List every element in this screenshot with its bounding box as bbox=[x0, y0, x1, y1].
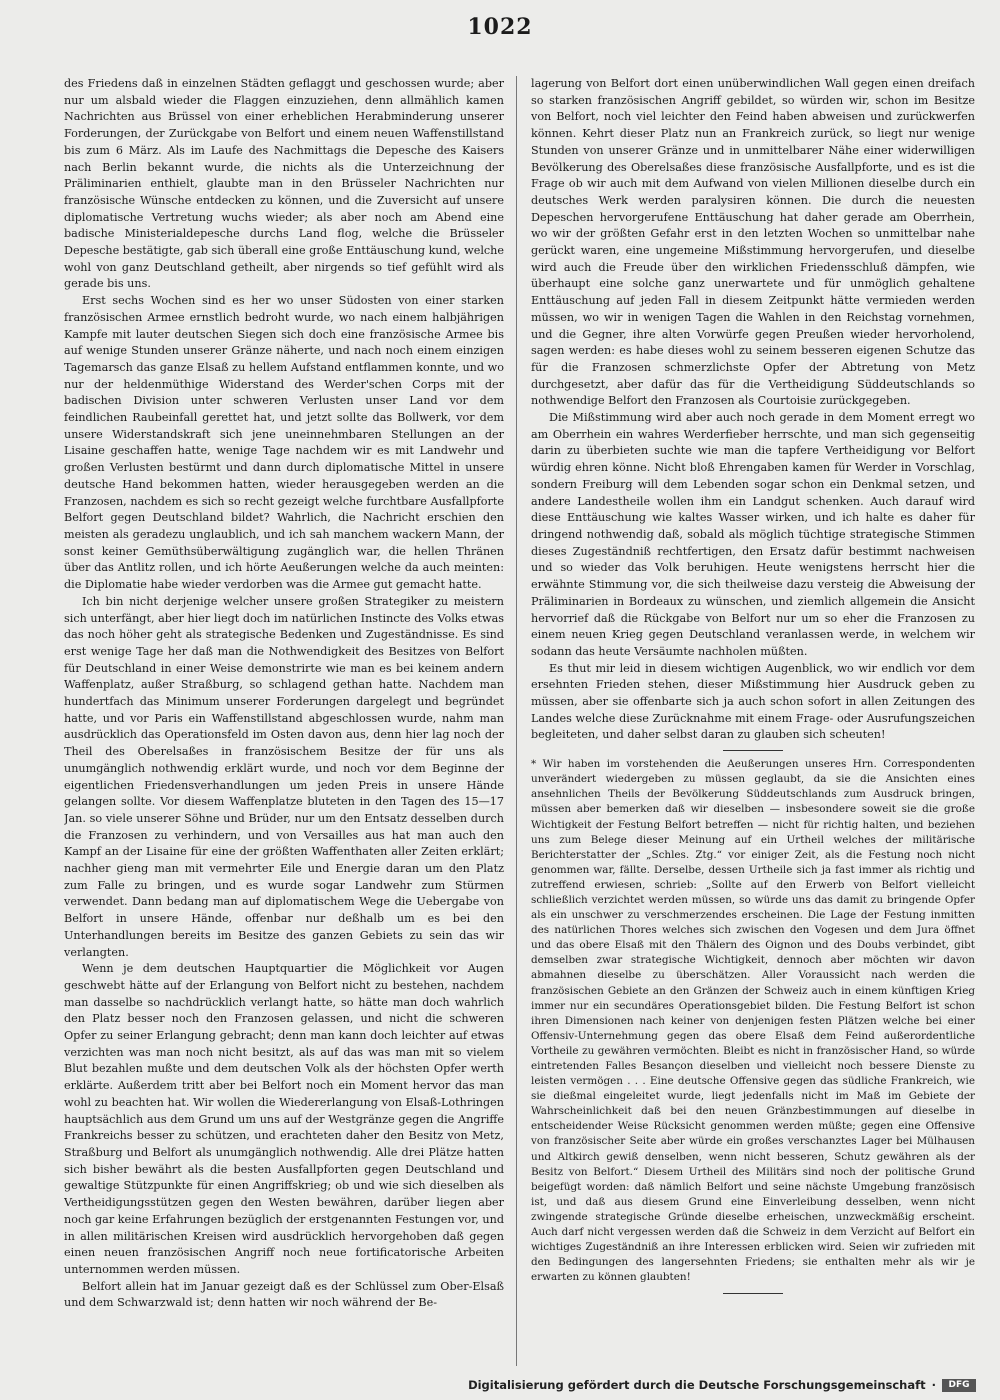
end-rule bbox=[723, 1293, 783, 1294]
paragraph: Belfort allein hat im Januar gezeigt daß es der Schlüssel zum Ober-Elsaß und dem Schwarzwald ist; denn hatten wir noch während der Be- bbox=[64, 1279, 504, 1310]
editorial-footnote: * Wir haben im vorstehenden die Aeußerungen unseres Hrn. Correspondenten unverändert wiedergeben zu müssen geglaubt, da sie die Ansichten eines ansehnlichen Theils der Bevölkerung Süddeutschlands zum Ausdruck bringen, müssen aber bemerken daß wir dieselben — insbesondere soweit sie die große Wichtigkeit der Festung Belfort betreffen — nicht für richtig halten, und beziehen uns zum Belege dieser Meinung auf ein Urtheil welches der militärische Berichterstatter der „Schles. Ztg.“ vor einiger Zeit, als die Festung noch nicht genommen war, fällte. Derselbe, dessen Urtheile sich ja fast immer als richtig und zutreffend erwiesen, schrieb: „Sollte auf den Erwerb von Belfort vielleicht schließlich verzichtet werden müssen, so würde uns das damit zu bringende Opfer als ein unschwer zu verschmerzendes erscheinen. Die Lage der Festung inmitten des natürlichen Thores welches sich zwischen den Vogesen und dem Jura öffnet und das obere Elsaß mit den Thälern des Oignon und des Doubs verbindet, gibt demselben zwar strategische Wichtigkeit, dennoch aber möchten wir davon abmahnen dieselbe zu überschätzen. Aller Voraussicht nach werden die französischen Gebiete an den Gränzen der Schweiz auch in einem künftigen Krieg immer nur ein secundäres Operationsgebiet bilden. Die Festung Belfort ist schon ihren Dimensionen nach keiner von denjenigen festen Plätzen welche bei einer Offensiv-Unternehmung gegen das obere Elsaß dem Feind außerordentliche Vortheile zu gewähren vermöchten. Bleibt es nicht in französischer Hand, so würde eintretenden Falles Besançon dieselben und vielleicht noch bessere Dienste zu leisten vermögen . . . Eine deutsche Offensive gegen das südliche Frankreich, wie sie dießmal eingeleitet wurde, liegt jedenfalls nicht im Maß im Gebiete der Wahrscheinlichkeit daß bei den neuen Gränzbestimmungen auf dieselbe in entscheidender Weise Rücksicht genommen werden müßte; gegen eine Offensive von französischer Seite aber würde ein großes verschanztes Lager bei Mülhausen und Altkirch gewiß denselben, wenn nicht besseren, Schutz gewähren als der Besitz von Belfort.“ Diesem Urtheil des Militärs sind noch der politische Grund beigefügt worden: daß nämlich Belfort und seine nächste Umgebung französisch ist, und daß aus diesem Grund eine Einverleibung desselben, wenn nicht zwingende strategische Gründe dieselbe erheischen, unzweckmäßig erscheint. Auch darf nicht vergessen werden daß die Schweiz in dem Verzicht auf Belfort ein wichtiges Zugeständniß an ihre Interessen erblicken wird. Seien wir zufrieden mit den Bedingungen des langersehnten Friedens; sie enthalten mehr als wir je erwarten zu können glaubten! bbox=[531, 758, 975, 1284]
right-column bbox=[531, 76, 975, 1346]
paragraph: Erst sechs Wochen sind es her wo unser Südosten von einer starken französischen Armee ernstlich bedroht wurde, wo nach einem halbjährigen Kampfe mit lauter deutschen Siegen sich doch eine französische Armee bis auf wenige Stunden unserer Gränze näherte, und nach noch einem einzigen Tagemarsch das ganze Elsaß zu hellem Aufstand entflammen konnte, und wo nur der heldenmüthige Widerstand des Werder'schen Corps mit der badischen Division unter schweren Verlusten unser Land vor dem feindlichen Raubeinfall gerettet hat, und jetzt sollte das Bollwerk, vor dem unsere Widerstandskraft sich jene uneinnehmbaren Stellungen an der Lisaine geschaffen hatte, wenige Tage nachdem wir es mit Landwehr und großen Verlusten bestürmt und dann durch diplomatische Mittel in unsere deutsche Hand bekommen hatten, wieder herausgegeben werden an die Franzosen, nachdem es sich so recht gezeigt welche furchtbare Ausfallpforte Belfort gegen Deutschland bildet? Wahrlich, die Nachricht erschien den meisten als geradezu unglaublich, und ich sah manchem wackern Mann, der sonst keiner Gemüthsüberwältigung zugänglich war, die hellen Thränen über das Antlitz rollen, und ich hörte Aeußerungen welche da auch meinten: die Diplomatie habe wieder verdorben was die Armee gut gemacht hatte. bbox=[64, 294, 504, 592]
column-divider bbox=[516, 76, 517, 1366]
footnote-rule bbox=[723, 750, 783, 751]
credit-text: Digitalisierung gefördert durch die Deutsche Forschungsgemeinschaft bbox=[468, 1378, 926, 1392]
paragraph: lagerung von Belfort dort einen unüberwindlichen Wall gegen einen dreifach so starken französischen Angriff gebildet, so würden wir, schon im Besitze von Belfort, noch viel leichter den Feind haben abweisen und zurückwerfen können. Kehrt dieser Platz nun an Frankreich zurück, so liegt nur wenige Stunden von unserer Gränze und in unmittelbarer Nähe einer widerwilligen Bevölkerung des Oberelsaßes diese französische Ausfallpforte, und es ist die Frage ob wir auch mit dem Aufwand von vielen Millionen dieselbe durch ein deutsches Werk werden paralysiren können. Die durch die neuesten Depeschen hervorgerufene Enttäuschung hat daher gerade am Oberrhein, wo wir der größten Gefahr erst in den letzten Wochen so unmittelbar nahe gerückt waren, eine ungemeine Mißstimmung hervorgerufen, und dieselbe wird auch die Freude über den wirklichen Friedensschluß dämpfen, wie überhaupt eine solche ganz unerwartete und für unmöglich gehaltene Enttäuschung auf jeden Fall in diesem Zeitpunkt hätte vermieden werden müssen, wo wir in wenigen Tagen die Wahlen in den Reichstag vornehmen, und die Gegner, ihre alten Vorwürfe gegen Preußen wieder hervorholend, sagen werden: es habe dieses wohl zu seinem besseren eigenen Schutze das für die Franzosen schmerzlichste Opfer der Abtretung von Metz durchgesetzt, aber dafür das für die Vertheidigung Süddeutschlands so nothwendige Belfort den Franzosen als Courtoisie zurückgegeben. bbox=[531, 77, 975, 408]
digitization-credit: Digitalisierung gefördert durch die Deutsche Forschungsgemeinschaft · DFG bbox=[468, 1378, 976, 1392]
paragraph: Wenn je dem deutschen Hauptquartier die Möglichkeit vor Augen geschwebt hätte auf der Erlangung von Belfort nicht zu bestehen, nachdem man dasselbe so nachdrücklich verlangt hatte, so hätte man doch wahrlich den Platz besser noch den Franzosen gelassen, und nicht die schweren Opfer zu seiner Erlangung gebracht; denn man kann doch leichter auf etwas verzichten was man noch nicht besitzt, als auf das was man mit so vielem Blut bezahlen mußte und dem deutschen Volk als der höchsten Opfer werth erklärte. Außerdem tritt aber bei Belfort noch ein Moment hervor das man wohl zu beachten hat. Wir wollen die Wiedererlangung von Elsaß-Lothringen hauptsächlich aus dem Grund um uns auf der Westgränze gegen die Angriffe Frankreichs besser zu schützen, und erachteten daher den Besitz von Metz, Straßburg und Belfort als unumgänglich nothwendig. Alle drei Plätze hatten sich bisher bewährt als die besten Ausfallpforten gegen Deutschland und gewaltige Stützpunkte für einen Angriffskrieg; ob und wie sich dieselben als Vertheidigungsstützen gegen den Westen bewähren, darüber liegen aber noch gar keine Erfahrungen bezüglich der erstgenannten Festungen vor, und in allen militärischen Kreisen wird ausdrücklich hervorgehoben daß gegen einen neuen französischen Angriff noch neue fortificatorische Arbeiten unternommen werden müssen. bbox=[64, 962, 504, 1276]
dfg-logo-icon: DFG bbox=[942, 1379, 976, 1392]
paragraph: Ich bin nicht derjenige welcher unsere großen Strategiker zu meistern sich unterfängt, aber hier liegt doch im natürlichen Instincte des Volks etwas das noch höher geht als strategische Bedenken und Zugeständnisse. Es sind erst wenige Tage her daß man die Nothwendigkeit des Besitzes von Belfort für Deutschland in einer Weise demonstrirte wie man es bei keinem andern Waffenplatz, außer Straßburg, so schlagend gethan hatte. Nachdem man hundertfach das Minimum unserer Forderungen dargelegt und begründet hatte, und vor Paris ein Waffenstillstand abgeschlossen wurde, nahm man ausdrücklich das Operationsfeld im Osten davon aus, denn hier lag noch der Theil des Oberelsaßes in französischem Besitze der für uns als unumgänglich nothwendig erklärt wurde, und noch vor dem Beginne der eigentlichen Friedensverhandlungen um jeden Preis in unsere Hände gelangen sollte. Vor diesem Waffenplatze bluteten in den Tagen des 15—17 Jan. so viele unserer Söhne und Brüder, nur um den Entsatz desselben durch die Franzosen zu verhindern, und von Versailles aus hat man auch den Kampf an der Lisaine für eine der größten Waffenthaten aller Zeiten erklärt; nachher gieng man mit vermehrter Eile und Energie daran um den Platz zum Falle zu bringen, und es wurde sogar Landwehr zum Stürmen verwendet. Dann bedang man auf diplomatischem Wege die Uebergabe von Belfort in unsere Hände, offenbar nur deßhalb um es bei den Unterhandlungen bereits im Besitze des ganzen Gebiets zu sein das wir verlangten. bbox=[64, 594, 504, 959]
paragraph: des Friedens daß in einzelnen Städten geflaggt und geschossen wurde; aber nur um alsbald wieder die Flaggen einzuziehen, denn allmählich kamen Nachrichten aus Brüssel von einer erheblichen Herabminderung unserer Forderungen, der Zurückgabe von Belfort und einem neuen Waffenstillstand bis zum 6 März. Als im Laufe des Nachmittags die Depesche des Kaisers nach Berlin bekannt wurde, die nichts als die Unterzeichnung der Präliminarien enthielt, glaubte man in den Brüsseler Nachrichten nur französische Wünsche entdecken zu können, und die Zuversicht auf unsere diplomatische Vertretung wuchs wieder; als aber noch am Abend eine badische Ministerialdepesche durchs Land flog, welche die Brüsseler Depesche bestätigte, gab sich überall eine große Enttäuschung kund, welche wohl von ganz Deutschland getheilt, aber nirgends so tief gefühlt wird als gerade bis uns. bbox=[64, 77, 504, 291]
paragraph: Es thut mir leid in diesem wichtigen Augenblick, wo wir endlich vor dem ersehnten Frieden stehen, dieser Mißstimmung hier Ausdruck geben zu müssen, aber sie offenbarte sich ja auch schon sofort in allen Zeitungen des Landes welche diese Zurücknahme mit einem Frage- oder Ausrufungszeichen begleiteten, und daher selbst daran zu glauben sich scheuten! bbox=[531, 661, 975, 742]
page-number: 1022 bbox=[467, 14, 533, 40]
left-column bbox=[64, 76, 504, 1371]
paragraph: Die Mißstimmung wird aber auch noch gerade in dem Moment erregt wo am Oberrhein ein wahres Werderfieber herrschte, und man sich gegenseitig darin zu überbieten suchte wie man die tapfere Vertheidigung vor Belfort würdig ehren könne. Nicht bloß Ehrengaben kamen für Werder in Vorschlag, sondern Freiburg will dem Lebenden sogar schon ein Denkmal setzen, und andere Landestheile wollen ihm ein Landgut schenken. Auch darauf wird diese Enttäuschung wie kaltes Wasser wirken, und ich halte es daher für dringend nothwendig daß, sobald als möglich tüchtige strategische Stimmen dieses Zugeständniß rechtfertigen, den Ersatz dafür bestimmt nachweisen und so wieder das Volk beruhigen. Heute wenigstens herrscht hier die erwähnte Stimmung vor, die sich theilweise dazu versteig die Abweisung der Präliminarien in Bordeaux zu wünschen, und ziemlich allgemein die Ansicht hervorrief daß die Rückgabe von Belfort nur um so eher die Franzosen zu einem neuen Krieg gegen Deutschland veranlassen werde, in welchem wir sodann das heute Versäumte nachholen müßten. bbox=[531, 411, 975, 658]
